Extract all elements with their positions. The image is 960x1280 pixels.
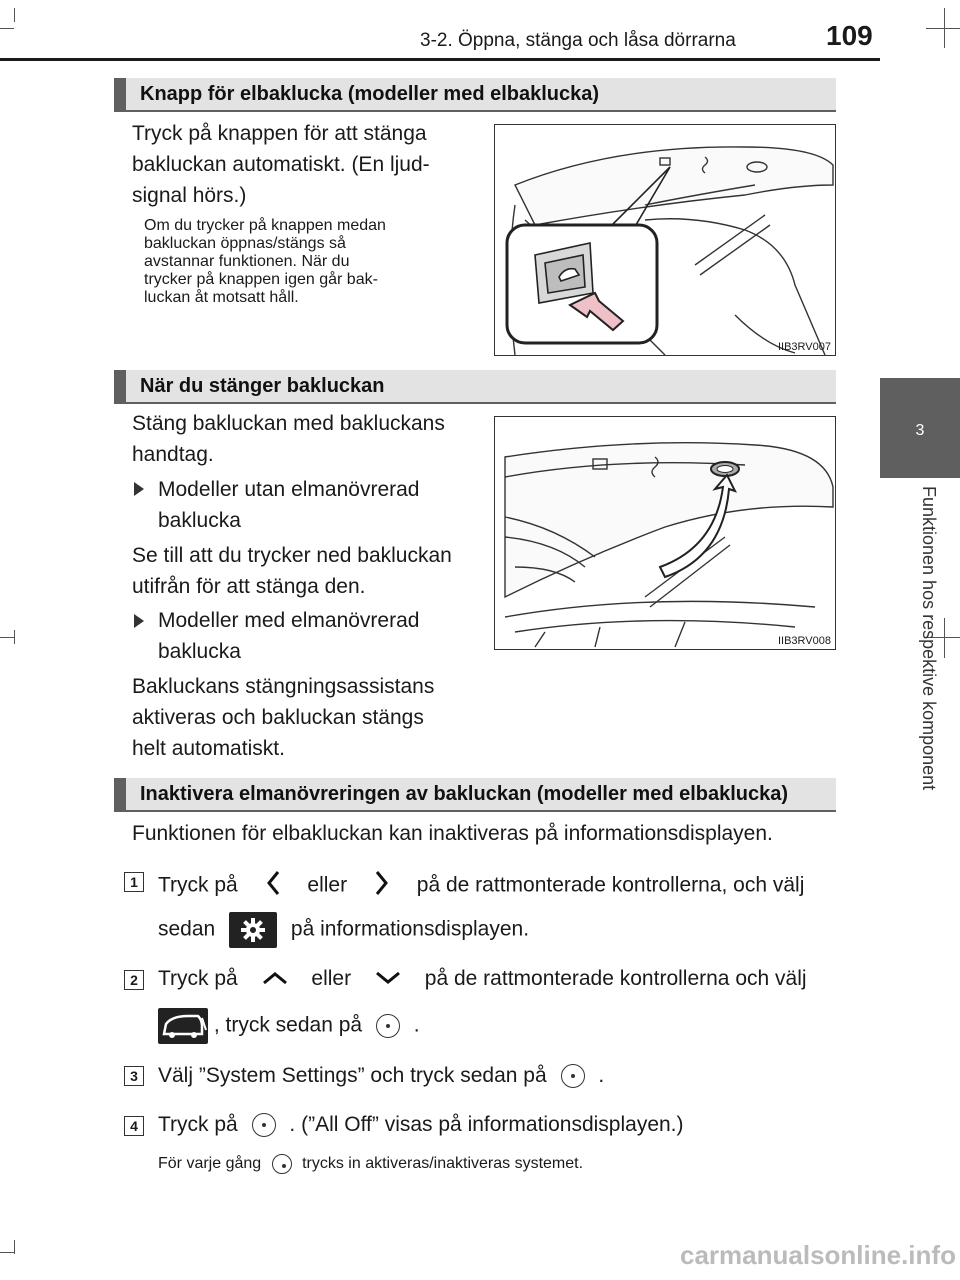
chevron-down-icon <box>375 967 401 991</box>
step-3-line-1 <box>158 1064 604 1088</box>
watermark: carmanualsonline.info <box>680 1240 956 1270</box>
text-line: Se till att du trycker ned bakluckan <box>132 544 452 567</box>
chapter-tab-rule <box>880 476 960 478</box>
text-line: Modeller utan elmanövrerad <box>158 478 420 501</box>
section2-bullet1 <box>158 474 476 536</box>
section1-paragraph <box>132 118 476 211</box>
text-fragment: på informationsdisplayen. <box>290 917 530 941</box>
text-line: Modeller med elmanövrerad <box>158 609 420 632</box>
section2-bullet2 <box>158 605 476 667</box>
text-fragment: För varje gång <box>158 1155 262 1173</box>
text-fragment: eller <box>307 873 348 897</box>
step-1-line-1 <box>158 870 804 902</box>
text-line: bakluckan öppnas/stängs så <box>144 235 346 252</box>
text-fragment: på de rattmonterade kontrollerna, och välj <box>416 873 805 897</box>
text-fragment: Välj ”System Settings” och tryck sedan på <box>158 1064 547 1087</box>
text-fragment: . <box>598 1064 605 1087</box>
section-heading-text: Knapp för elbaklucka (modeller med elbaklucka) <box>140 83 600 105</box>
chevron-up-icon <box>262 967 288 991</box>
text-line: aktiveras och bakluckan stängs <box>132 706 424 729</box>
text-fragment: , tryck sedan på <box>213 1013 363 1037</box>
text-line: luckan åt motsatt håll. <box>144 289 299 306</box>
text-fragment: på de rattmonterade kontrollerna och välj <box>424 967 807 990</box>
text-line: Stäng bakluckan med bakluckans <box>132 412 445 435</box>
bullet-triangle-icon <box>134 482 144 496</box>
text-fragment: eller <box>311 967 352 990</box>
figure-label: IIB3RV007 <box>777 341 831 353</box>
figure-back-door-button <box>494 124 836 356</box>
chevron-left-icon <box>266 870 280 902</box>
step-1-line-2 <box>158 912 529 948</box>
text-line: bakluckan automatiskt. (En ljud- <box>132 153 430 176</box>
chapter-tab-label: Funktionen hos respektive komponent <box>919 486 939 791</box>
enter-button-icon <box>561 1064 585 1088</box>
text-line: Tryck på knappen för att stänga <box>132 122 427 145</box>
text-fragment: Tryck på <box>158 1113 238 1136</box>
text-fragment: trycks in aktiveras/inaktiveras systemet. <box>302 1155 584 1173</box>
text-line: avstannar funktionen. När du <box>144 253 350 270</box>
vehicle-door-icon <box>158 1008 208 1044</box>
back-door-handle-illustration <box>495 417 836 650</box>
text-line: utifrån för att stänga den. <box>132 575 366 598</box>
chapter-title: 3-2. Öppna, stänga och låsa dörrarna <box>420 30 736 51</box>
step-4-line-1 <box>158 1113 684 1137</box>
section3-note <box>158 1154 583 1174</box>
page-number: 109 <box>826 20 873 51</box>
chevron-right-icon <box>375 870 389 902</box>
section3-intro: Funktionen för elbakluckan kan inaktiveras på informationsdisplayen. <box>132 822 773 845</box>
text-line: signal hörs.) <box>132 184 247 207</box>
section2-text2 <box>132 671 476 764</box>
figure-back-door-handle <box>494 416 836 650</box>
text-line: Om du trycker på knappen medan <box>144 217 386 234</box>
text-line: baklucka <box>158 509 241 532</box>
text-line: Bakluckans stängningsassistans <box>132 675 435 698</box>
step-number: 3 <box>124 1066 144 1086</box>
section-heading-closing-back-door <box>114 370 836 404</box>
section1-note <box>144 217 476 307</box>
text-fragment: . (”All Off” visas på informationsdisplayen.) <box>289 1113 684 1136</box>
section-heading-disable-power-door <box>114 778 836 812</box>
back-door-button-illustration <box>495 125 836 356</box>
section-heading-text: När du stänger bakluckan <box>140 375 385 397</box>
section-heading-text: Inaktivera elmanövreringen av bakluckan (modeller med elbaklucka) <box>140 783 789 805</box>
chapter-tab-number: 3 <box>915 422 925 439</box>
step-2-line-2 <box>158 1008 420 1044</box>
text-fragment: Tryck på <box>158 967 238 990</box>
text-line: baklucka <box>158 640 241 663</box>
step-number: 2 <box>124 970 144 990</box>
text-fragment: Tryck på <box>158 873 238 897</box>
text-fragment: sedan <box>158 917 216 941</box>
step-number: 4 <box>124 1116 144 1136</box>
enter-button-icon <box>252 1113 276 1137</box>
text-line: helt automatiskt. <box>132 737 285 760</box>
figure-label: IIB3RV008 <box>777 635 831 647</box>
bullet-triangle-icon <box>134 614 144 628</box>
step-number: 1 <box>124 872 144 892</box>
text-line: handtag. <box>132 443 214 466</box>
text-fragment: . <box>413 1013 420 1037</box>
header-rule <box>0 58 880 61</box>
gear-icon <box>229 912 277 948</box>
text-line: trycker på knappen igen går bak- <box>144 271 378 288</box>
section-heading-power-door-button <box>114 78 836 112</box>
step-2-line-1 <box>158 967 807 991</box>
enter-button-icon <box>376 1014 400 1038</box>
enter-button-icon <box>272 1154 292 1174</box>
section2-text1 <box>132 540 476 602</box>
section2-intro <box>132 408 476 470</box>
